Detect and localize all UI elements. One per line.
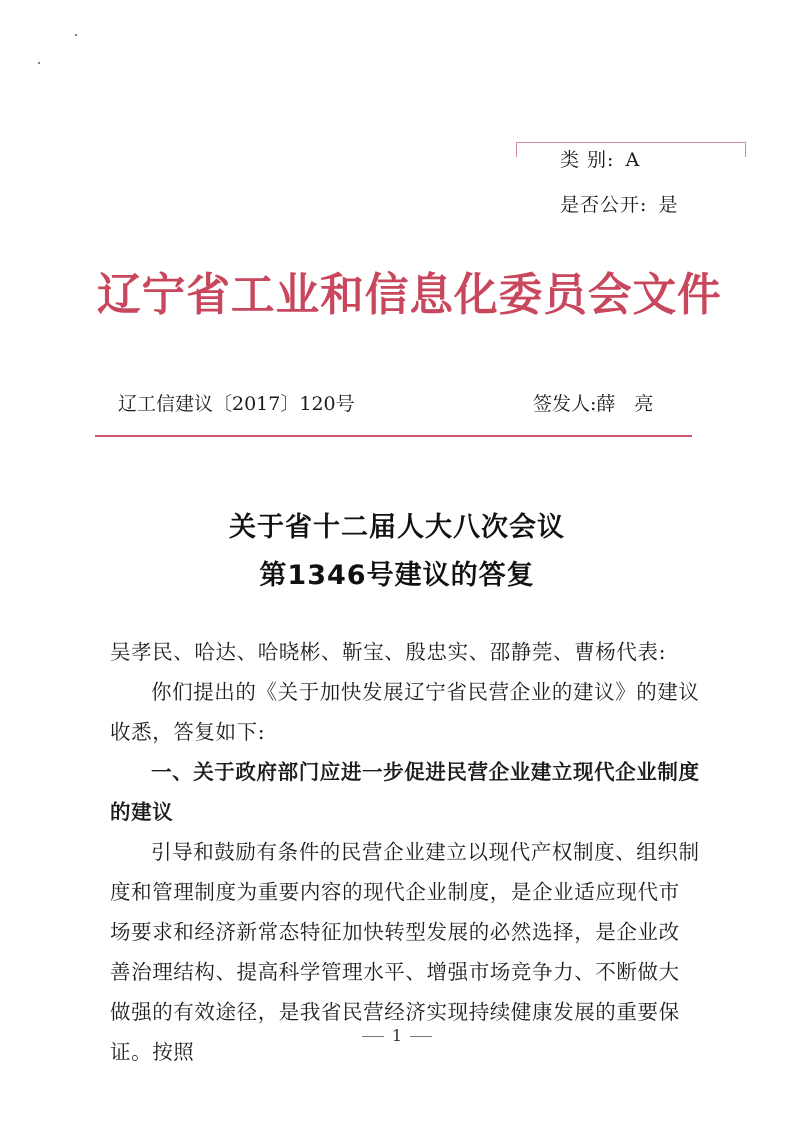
issuer-name: 薛 亮	[596, 393, 654, 415]
public-label: 是否公开:	[560, 194, 648, 216]
category-value: A	[625, 149, 641, 171]
page-footer	[0, 1026, 794, 1045]
issuer-label: 签发人:	[533, 393, 597, 415]
page-number: 1	[391, 1026, 403, 1045]
public-value: 是	[658, 194, 679, 216]
document-number: 辽工信建议〔2017〕120号	[118, 393, 355, 415]
section-heading: 一、关于政府部门应进一步促进民营企业建立现代企业制度的建议	[110, 760, 700, 824]
scan-speck	[38, 62, 40, 64]
section-body: 引导和鼓励有条件的民营企业建立以现代产权制度、组织制度和管理制度为重要内容的现代企业制度，是企业适应现代市场要求和经济新常态特征加快转型发展的必然选择，是企业改善治理结构、提高科学管理水平、增强市场竞争力、不断做大做强的有效途径，是我省民营经济实现持续健康发展的重要保证。按照	[110, 840, 700, 1064]
header-divider	[95, 435, 692, 437]
footer-dash	[362, 1036, 384, 1037]
document-title-line1: 关于省十二届人大八次会议	[229, 512, 565, 543]
document-header-title: 辽宁省工业和信息化委员会文件	[97, 268, 722, 321]
public-line	[560, 190, 678, 217]
issuer-line	[533, 389, 653, 416]
document-title-line2: 第1346号建议的答复	[259, 560, 535, 591]
category-line	[560, 145, 640, 172]
salutation: 吴孝民、哈达、哈晓彬、靳宝、殷忠实、邵静莞、曹杨代表:	[110, 640, 667, 664]
category-label: 类 别:	[560, 149, 615, 171]
intro-paragraph: 你们提出的《关于加快发展辽宁省民营企业的建议》的建议收悉，答复如下:	[110, 680, 700, 744]
footer-dash	[410, 1036, 432, 1037]
scan-speck	[75, 34, 77, 36]
